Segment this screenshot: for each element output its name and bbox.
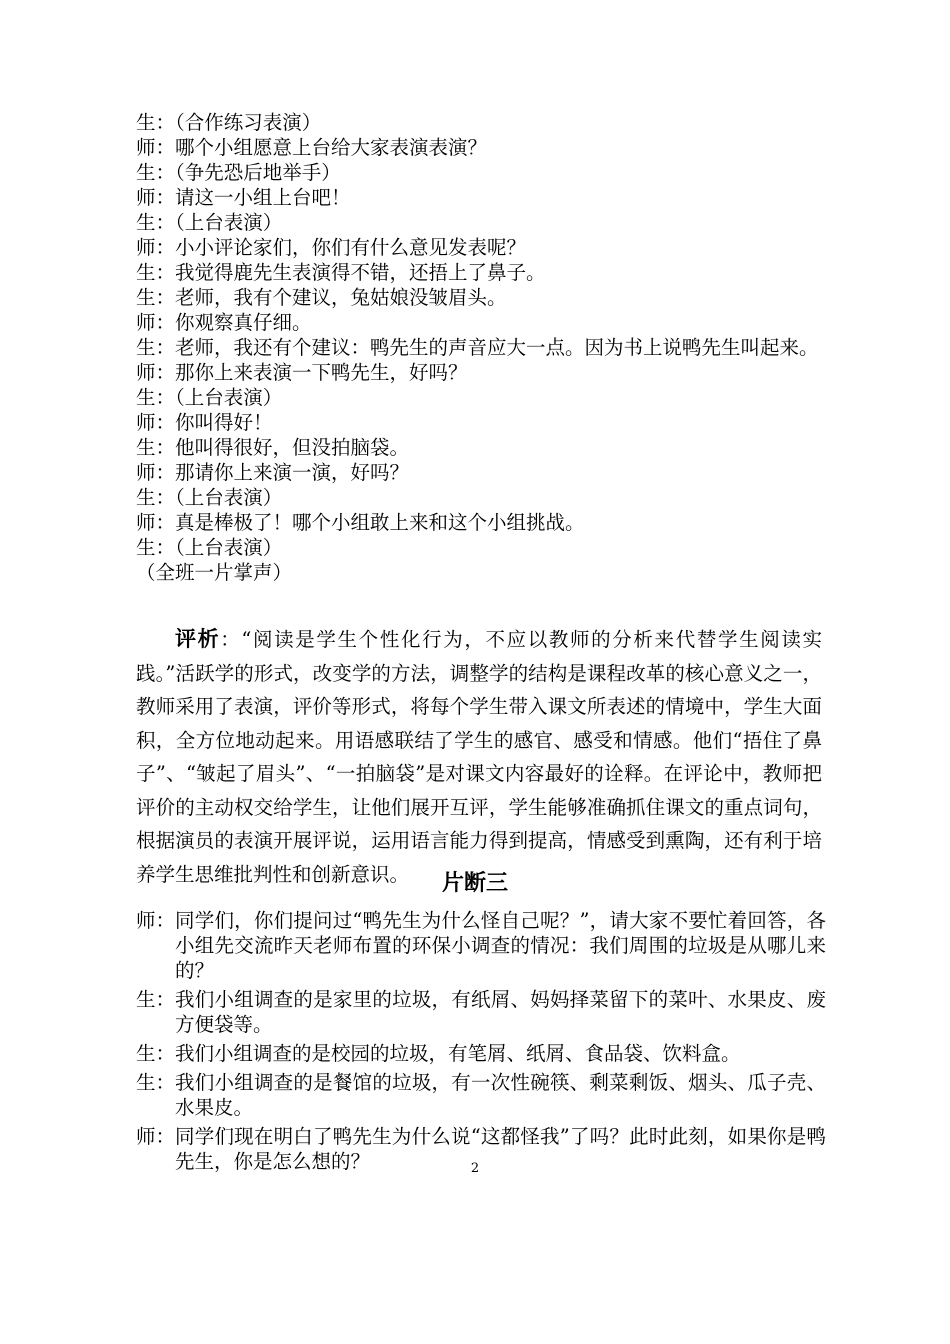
commentary-label: 评析 — [175, 626, 221, 651]
speaker-label: 师： — [136, 1125, 176, 1148]
speaker-label: 生： — [136, 988, 176, 1011]
dialogue-line: 生：（上台表演） — [136, 386, 283, 409]
page-number: 2 — [470, 1161, 480, 1176]
dialogue-part-1 — [136, 110, 826, 585]
commentary-text: ：“阅读是学生个性化行为，不应以教师的分析来代替学生阅读实践。”活跃学的形式，改变学的方法，调整学的结构是课程改革的核心意义之一，教师采用了表演，评价等形式，将每个学生带入课文所表述的情境中，学生大面积，全方位地动起来。用语感联结了学生的感官、感受和情感。他们“捂住了鼻子”、“皱起了眉头”、“一拍脑袋”是对课文内容最好的诠释。在评论中，教师把评价的主动权交给学生，让他们展开互评，学生能够准确抓住课文的重点词句，根据演员的表演开展评说，运用语言能力得到提高，情感受到熏陶，还有利于培养学生思维批判性和创新意识。 — [136, 628, 822, 886]
dialogue-line: 生：（上台表演） — [136, 486, 283, 509]
dialogue-line: 师：请这一小组上台吧！ — [136, 186, 351, 209]
dialogue-line: 师：你观察真仔细。 — [136, 311, 312, 334]
dialogue-part-2 — [136, 908, 826, 1178]
dialogue-line: 生：我觉得鹿先生表演得不错，还捂上了鼻子。 — [136, 261, 546, 284]
speaker-label: 生： — [136, 1042, 176, 1065]
dialogue-line: 生：（上台表演） — [136, 211, 283, 234]
section-title: 片断三 — [441, 870, 508, 896]
utterance-text: 同学们，你们提问过“鸭先生为什么怪自己呢？”，请大家不要忙着回答，各小组先交流昨天老师布置的环保小调查的情况：我们周围的垃圾是从哪儿来的？ — [175, 909, 826, 982]
dialogue-line: 师：小小评论家们，你们有什么意见发表呢？ — [136, 236, 527, 259]
dialogue-line: 生：（争先恐后地举手） — [136, 161, 341, 184]
dialogue-line: 生：（上台表演） — [136, 536, 283, 559]
utterance-text: 我们小组调查的是校园的垃圾，有笔屑、纸屑、食品袋、饮料盒。 — [175, 1042, 741, 1065]
dialogue-line: 生：（合作练习表演） — [136, 111, 322, 134]
utterance-text: 我们小组调查的是家里的垃圾，有纸屑、妈妈择菜留下的菜叶、水果皮、废方便袋等。 — [175, 988, 826, 1036]
speaker-label: 生： — [136, 1071, 176, 1094]
dialogue-line: （全班一片掌声） — [136, 561, 293, 584]
speaker-label: 师： — [136, 909, 176, 932]
dialogue-line: 师：哪个小组愿意上台给大家表演表演？ — [136, 136, 488, 159]
dialogue-entry — [136, 987, 826, 1037]
dialogue-line: 生：老师，我还有个建议：鸭先生的声音应大一点。因为书上说鸭先生叫起来。 — [136, 336, 819, 359]
utterance-text: 我们小组调查的是餐馆的垃圾，有一次性碗筷、剩菜剩饭、烟头、瓜子壳、水果皮。 — [175, 1071, 826, 1119]
dialogue-line: 生：他叫得很好，但没拍脑袋。 — [136, 436, 410, 459]
dialogue-entry — [136, 908, 826, 983]
dialogue-entry — [136, 1041, 826, 1066]
dialogue-line: 师：那请你上来演一演，好吗？ — [136, 461, 410, 484]
utterance-text: 同学们现在明白了鸭先生为什么说“这都怪我”了吗？此时此刻，如果你是鸭先生，你是怎么想的？ — [175, 1125, 826, 1173]
commentary-paragraph — [136, 622, 822, 891]
dialogue-line: 师：你叫得好！ — [136, 411, 273, 434]
dialogue-entry — [136, 1070, 826, 1120]
dialogue-line: 生：老师，我有个建议，兔姑娘没皱眉头。 — [136, 286, 507, 309]
dialogue-line: 师：真是棒极了！哪个小组敢上来和这个小组挑战。 — [136, 511, 585, 534]
dialogue-line: 师：那你上来表演一下鸭先生，好吗？ — [136, 361, 468, 384]
